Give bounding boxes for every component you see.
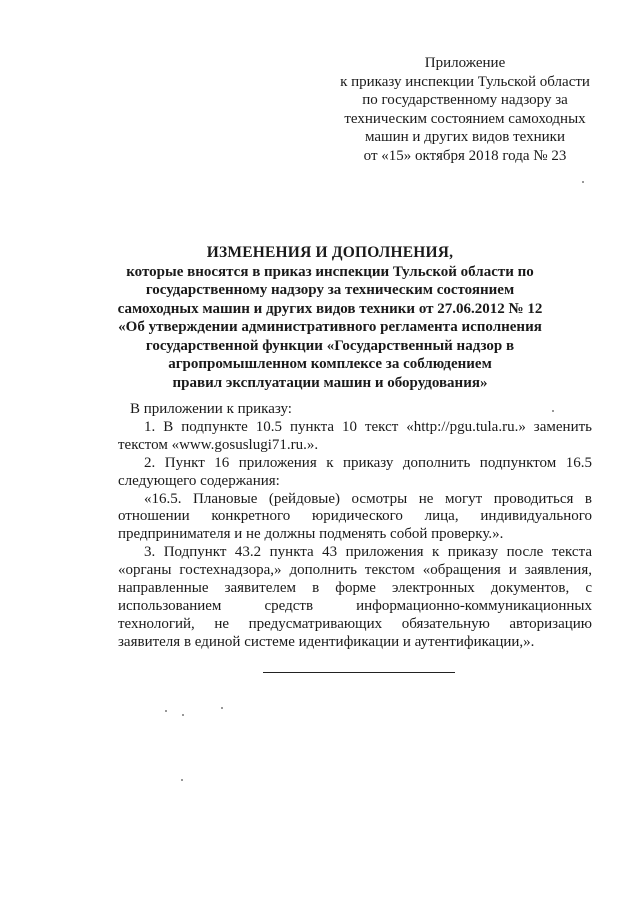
heading-line: государственной функции «Государственный надзор в: [145, 337, 515, 354]
annex-block: [320, 54, 610, 166]
body-paragraph-3: «16.5. Плановые (рейдовые) осмотры не могут проводиться в отношении конкретного юридического лица, индивидуального предпринимателя и не должны подменять собой проверку.».: [118, 490, 592, 543]
annex-line: от «15» октября 2018 года № 23: [363, 147, 567, 164]
annex-line: по государственному надзору за: [362, 92, 568, 109]
body-paragraph-1: 1. В подпункте 10.5 пункта 10 текст «http://pgu.tula.ru.» заменить текстом «www.gosuslugi71.ru.».: [118, 418, 592, 453]
heading-line: правил эксплуатации машин и оборудования»: [172, 374, 488, 391]
body-paragraph-2: 2. Пункт 16 приложения к приказу дополнить подпунктом 16.5 следующего содержания:: [118, 454, 592, 489]
heading-line: агропромышленном комплексе за соблюдением: [168, 356, 492, 372]
body-paragraph-4: 3. Подпункт 43.2 пункта 43 приложения к приказу после текста «органы гостехнадзора,» дополнить текстом «обращения и заявления, направленные заявителем в форме электронных документов, с использованием средств информационно-коммуникационных технологий, не предусматривающих обязательную авторизацию заявителя в единой системе идентификации и аутентификации,».: [118, 544, 592, 650]
heading-line: самоходных машин и других видов техники от 27.06.2012 № 12: [117, 300, 543, 317]
annex-line: машин и других видов техники: [364, 129, 565, 146]
separator-line: [263, 672, 455, 673]
scan-speck: [165, 710, 167, 712]
document-body: [118, 401, 592, 652]
heading-line: государственному надзору за техническим состоянием: [145, 282, 515, 298]
annex-line: техническим состоянием самоходных: [344, 110, 586, 127]
scan-speck: [182, 714, 184, 716]
heading-title: ИЗМЕНЕНИЯ И ДОПОЛНЕНИЯ,: [206, 244, 454, 261]
scan-speck: [552, 410, 554, 412]
heading-line: которые вносятся в приказ инспекции Тульской области по: [126, 263, 534, 280]
document-heading: [80, 244, 580, 392]
annex-line: Приложение: [424, 55, 506, 71]
heading-line: «Об утверждении административного регламента исполнения: [118, 319, 542, 335]
scan-speck: [221, 707, 223, 709]
scan-speck: [582, 181, 584, 183]
annex-line: к приказу инспекции Тульской области: [340, 73, 590, 90]
body-intro: В приложении к приказу:: [130, 401, 292, 417]
scan-speck: [181, 779, 183, 781]
